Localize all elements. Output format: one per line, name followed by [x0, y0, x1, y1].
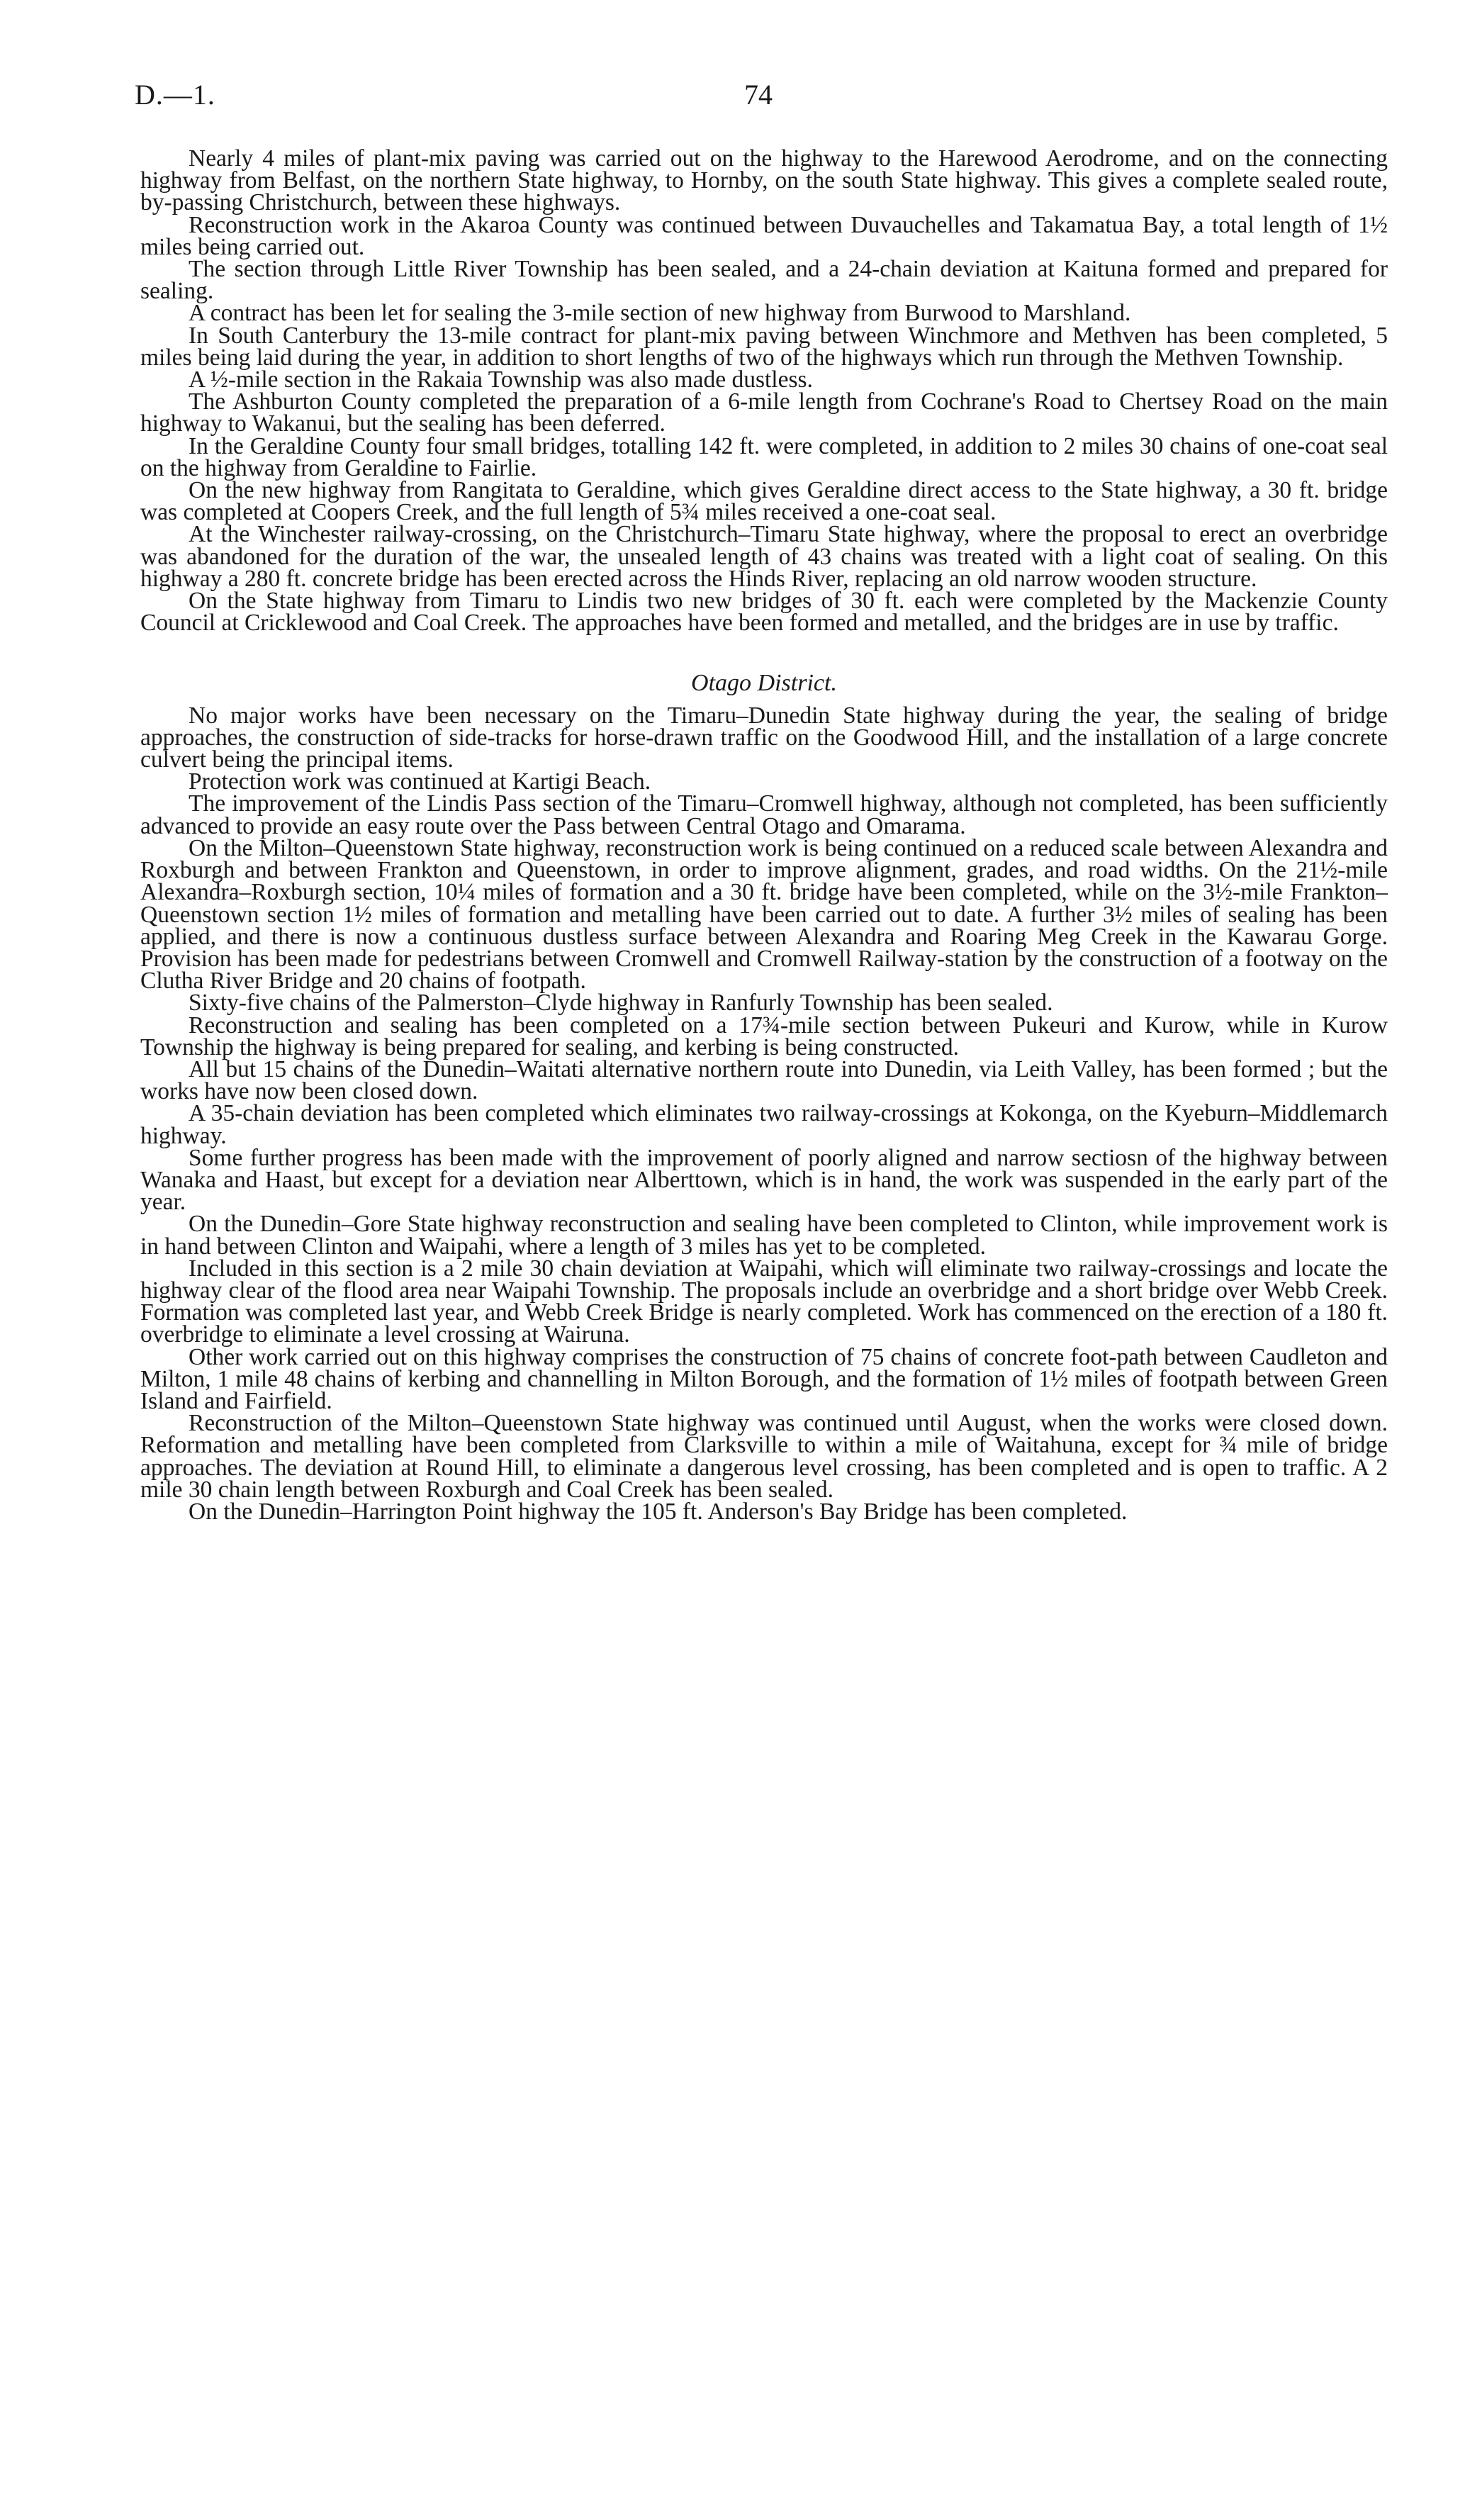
paragraph: Nearly 4 miles of plant-mix paving was carried out on the highway to the Harewood Aerodrome, and on the connecting highway from Belfast, on the northern State highway, to Hornby, on the south State highway. This gives a complete sealed route, by-passing Christchurch, between these highways.	[140, 145, 1388, 216]
paragraph: A 35-chain deviation has been completed which eliminates two railway-crossings at Kokonga, on the Kyeburn–Middlemarch highway.	[140, 1100, 1388, 1149]
paragraph: A ½-mile section in the Rakaia Township was also made dustless.	[189, 366, 813, 393]
paragraph: On the Dunedin–Harrington Point highway the 105 ft. Anderson's Bay Bridge has been completed.	[189, 1498, 1128, 1525]
paragraph: The section through Little River Township has been sealed, and a 24-chain deviation at Kaituna formed and prepared for sealing.	[140, 256, 1388, 305]
page-number: 74	[744, 79, 773, 111]
paragraph: Included in this section is a 2 mile 30 chain deviation at Waipahi, which will eliminate two railway-crossings and locate the highway clear of the flood area near Waipahi Township. The proposals include an overbridge and a short bridge over Webb Creek. Formation was completed last year, and Webb Creek Bridge is nearly completed. Work has commenced on the erection of a 180 ft. overbridge to eliminate a level crossing at Wairuna.	[140, 1255, 1388, 1348]
paragraph: Some further progress has been made with the improvement of poorly aligned and narrow sectiosn of the highway between Wanaka and Haast, but except for a deviation near Alberttown, which is in hand, the work was suspended in the early part of the year.	[140, 1144, 1388, 1216]
paragraph: Sixty-five chains of the Palmerston–Clyde highway in Ranfurly Township has been sealed.	[189, 990, 1053, 1017]
paragraph: The improvement of the Lindis Pass section of the Timaru–Cromwell highway, although not completed, has been sufficiently advanced to provide an easy route over the Pass between Central Otago and Omarama.	[140, 790, 1388, 839]
page-header	[135, 78, 1389, 121]
paragraph: At the Winchester railway-crossing, on the Christchurch–Timaru State highway, where the proposal to erect an overbridge was abandoned for the duration of the war, the unsealed length of 43 chains was treated with a light coat of sealing. On this highway a 280 ft. concrete bridge has been erected across the Hinds River, replacing an old narrow wooden structure.	[140, 521, 1388, 592]
paragraph: All but 15 chains of the Dunedin–Waitati alternative northern route into Dunedin, via Leith Valley, has been formed ; but the works have now been closed down.	[140, 1055, 1388, 1105]
paragraph: On the new highway from Rangitata to Geraldine, which gives Geraldine direct access to the State highway, a 30 ft. bridge was completed at Coopers Creek, and the full length of 5¾ miles received a one-coat seal.	[140, 477, 1388, 526]
paragraph: On the State highway from Timaru to Lindis two new bridges of 30 ft. each were completed by the Mackenzie County Council at Cricklewood and Coal Creek. The approaches have been formed and metalled, and the bridges are in use by traffic.	[140, 588, 1388, 637]
paragraph: Protection work was continued at Kartigi Beach.	[189, 768, 651, 795]
paragraph: No major works have been necessary on the Timaru–Dunedin State highway during the year, the sealing of bridge approaches, the construction of side-tracks for horse-drawn traffic on the Goodwood Hill, and the installation of a large concrete culvert being the principal items.	[140, 702, 1388, 773]
paragraph: The Ashburton County completed the preparation of a 6-mile length from Cochrane's Road to Chertsey Road on the main highway to Wakanui, but the sealing has been deferred.	[140, 388, 1388, 437]
paragraph: Reconstruction of the Milton–Queenstown State highway was continued until August, when the works were closed down. Reformation and metalling have been completed from Clarksville to within a mile of Waitahuna, except for ¾ mile of bridge approaches. The deviation at Round Hill, to eliminate a dangerous level crossing, has been completed and is open to traffic. A 2 mile 30 chain length between Roxburgh and Coal Creek has been sealed.	[140, 1410, 1388, 1503]
page-body	[140, 147, 1388, 1523]
paragraph: Reconstruction and sealing has been completed on a 17¾-mile section between Pukeuri and Kurow, while in Kurow Township the highway is being prepared for sealing, and kerbing is being constructed.	[140, 1012, 1388, 1060]
paragraph: Other work carried out on this highway comprises the construction of 75 chains of concrete foot-path between Caudleton and Milton, 1 mile 48 chains of kerbing and channelling in Milton Borough, and the formation of 1½ miles of footpath between Green Island and Fairfield.	[140, 1343, 1388, 1414]
document-reference: D.—1.	[135, 79, 215, 111]
paragraph: In South Canterbury the 13-mile contract for plant-mix paving between Winchmore and Methven has been completed, 5 miles being laid during the year, in addition to short lengths of two of the highways which run through the Methven Township.	[140, 322, 1388, 371]
paragraph: Reconstruction work in the Akaroa County was continued between Duvauchelles and Takamatua Bay, a total length of 1½ miles being carried out.	[140, 211, 1388, 260]
paragraph: In the Geraldine County four small bridges, totalling 142 ft. were completed, in addition to 2 miles 30 chains of one-coat seal on the highway from Geraldine to Fairlie.	[140, 432, 1388, 481]
section-heading: Otago District.	[691, 670, 837, 697]
paragraph: A contract has been let for sealing the 3-mile section of new highway from Burwood to Marshland.	[189, 300, 1131, 327]
paragraph: On the Milton–Queenstown State highway, reconstruction work is being continued on a reduced scale between Alexandra and Roxburgh and between Frankton and Queenstown, in order to improve alignment, grades, and road widths. On the 21½-mile Alexandra–Roxburgh section, 10¼ miles of formation and a 30 ft. bridge have been completed, while on the 3½-mile Frankton–Queenstown section 1½ miles of formation and metalling have been carried out to date. A further 3½ miles of sealing has been applied, and there is now a continuous dustless surface between Alexandra and Roaring Meg Creek in the Kawarau Gorge. Provision has been made for pedestrians between Cromwell and Cromwell Railway-station by the construction of a footway on the Clutha River Bridge and 20 chains of footpath.	[140, 834, 1388, 995]
paragraph: On the Dunedin–Gore State highway reconstruction and sealing have been completed to Clinton, while improvement work is in hand between Clinton and Waipahi, where a length of 3 miles has yet to be completed.	[140, 1211, 1388, 1260]
